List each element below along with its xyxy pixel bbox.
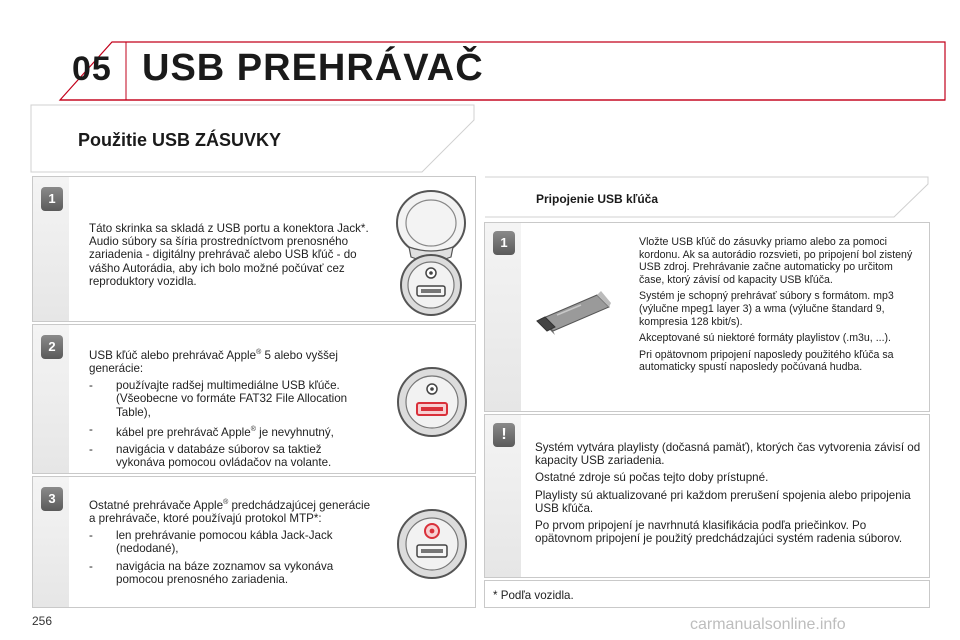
block-3-item-1: - len prehrávanie pomocou kábla Jack-Jack (nedodané), (89, 529, 371, 555)
block-1-text (89, 222, 389, 292)
page-header (0, 0, 960, 110)
watermark: carmanualsonline.info (690, 616, 846, 633)
step-badge-3: 3 (41, 487, 63, 511)
right-block-1-p4: Pri opätovnom pripojení naposledy použitého kľúča sa automaticky spustí naposledy počúvaná hudba. (639, 348, 894, 374)
usb-port-highlight-illustration (395, 365, 469, 439)
step-badge-right-1: 1 (493, 231, 515, 255)
footnote: * Podľa vozidla. (493, 589, 574, 602)
block-3-text (89, 496, 371, 590)
warning-icon: ! (493, 423, 515, 447)
block-3-intro: Ostatné prehrávače Apple® predchádzajúcej generácie a prehrávače, ktoré používajú protokol MTP*: (89, 498, 371, 526)
usb-socket-cover-illustration (389, 187, 471, 317)
block-2-item-1: - používajte radšej multimediálne USB kľúče. (Všeobecne vo formáte FAT32 File Allocation Table), (89, 379, 371, 419)
block-3-item-2: - navigácia na báze zoznamov sa vykonáva pomocou prenosného zariadenia. (89, 560, 371, 586)
right-block-1-p3: Akceptované sú niektoré formáty playlistov (.m3u, ...). (639, 332, 891, 345)
warning-p2: Ostatné zdroje sú počas tejto doby prístupné. (535, 471, 769, 485)
step-badge-2: 2 (41, 335, 63, 359)
block-2-item-2: - kábel pre prehrávač Apple® je nevyhnutný, (89, 423, 371, 439)
left-block-3 (32, 476, 476, 608)
warning-p1: Systém vytvára playlisty (dočasná pamäť), ktorých čas vytvorenia závisí od kapacity USB zariadenia. (535, 441, 921, 468)
footnote-box (484, 580, 930, 608)
block-2-item-3: - navigácia v databáze súborov sa taktiež vykonáva pomocou ovládačov na volante. (89, 443, 371, 469)
right-block-1-p1: Vložte USB kľúč do zásuvky priamo alebo za pomoci kordonu. Ak sa autorádio rozsvieti, po pripojení bol zistený USB zdroj. Prehrávanie začne automaticky po určitom čase, ktorý závisí od kapacity USB kľúča. (639, 236, 913, 286)
warning-block (484, 414, 930, 578)
left-block-2 (32, 324, 476, 474)
warning-p3: Playlisty sú aktualizované pri každom prerušení spojenia alebo pripojenia USB kľúča. (535, 488, 911, 515)
page-title: USB PREHRÁVAČ (142, 47, 484, 89)
warning-p4: Po prvom pripojení je navrhnutá klasifikácia podľa priečinkov. Po opätovnom pripojení je použitý predchádzajúci systém radenia súborov. (535, 519, 903, 546)
left-block-1 (32, 176, 476, 322)
warning-text (535, 441, 921, 549)
usb-stick-icon (533, 285, 617, 337)
right-block-1-p2: Systém je schopný prehrávať súbory s formátom. mp3 (výlučne mpeg1 layer 3) a wma (výlučne štandard 9, kompresia 128 kbit/s). (639, 290, 894, 328)
subsection-title: Pripojenie USB kľúča (536, 192, 658, 206)
page-number: 256 (32, 614, 53, 628)
right-block-1 (484, 222, 930, 412)
chapter-number: 05 (72, 50, 112, 88)
block-1-paragraph: Táto skrinka sa skladá z USB portu a konektora Jack*. Audio súbory sa šíria prostredníctvom prenosného zariadenia - digitálny prehrávač alebo USB kľúč - do vášho Autorádia, aby ich bolo možné počúvať cez reproduktory vozidla. (89, 222, 369, 288)
jack-port-highlight-illustration (395, 507, 469, 581)
step-badge-1: 1 (41, 187, 63, 211)
section-title: Použitie USB ZÁSUVKY (78, 130, 282, 150)
block-2-text (89, 346, 371, 473)
right-block-1-text (639, 236, 921, 378)
block-2-intro: USB kľúč alebo prehrávač Apple® 5 alebo vyššej generácie: (89, 348, 338, 376)
